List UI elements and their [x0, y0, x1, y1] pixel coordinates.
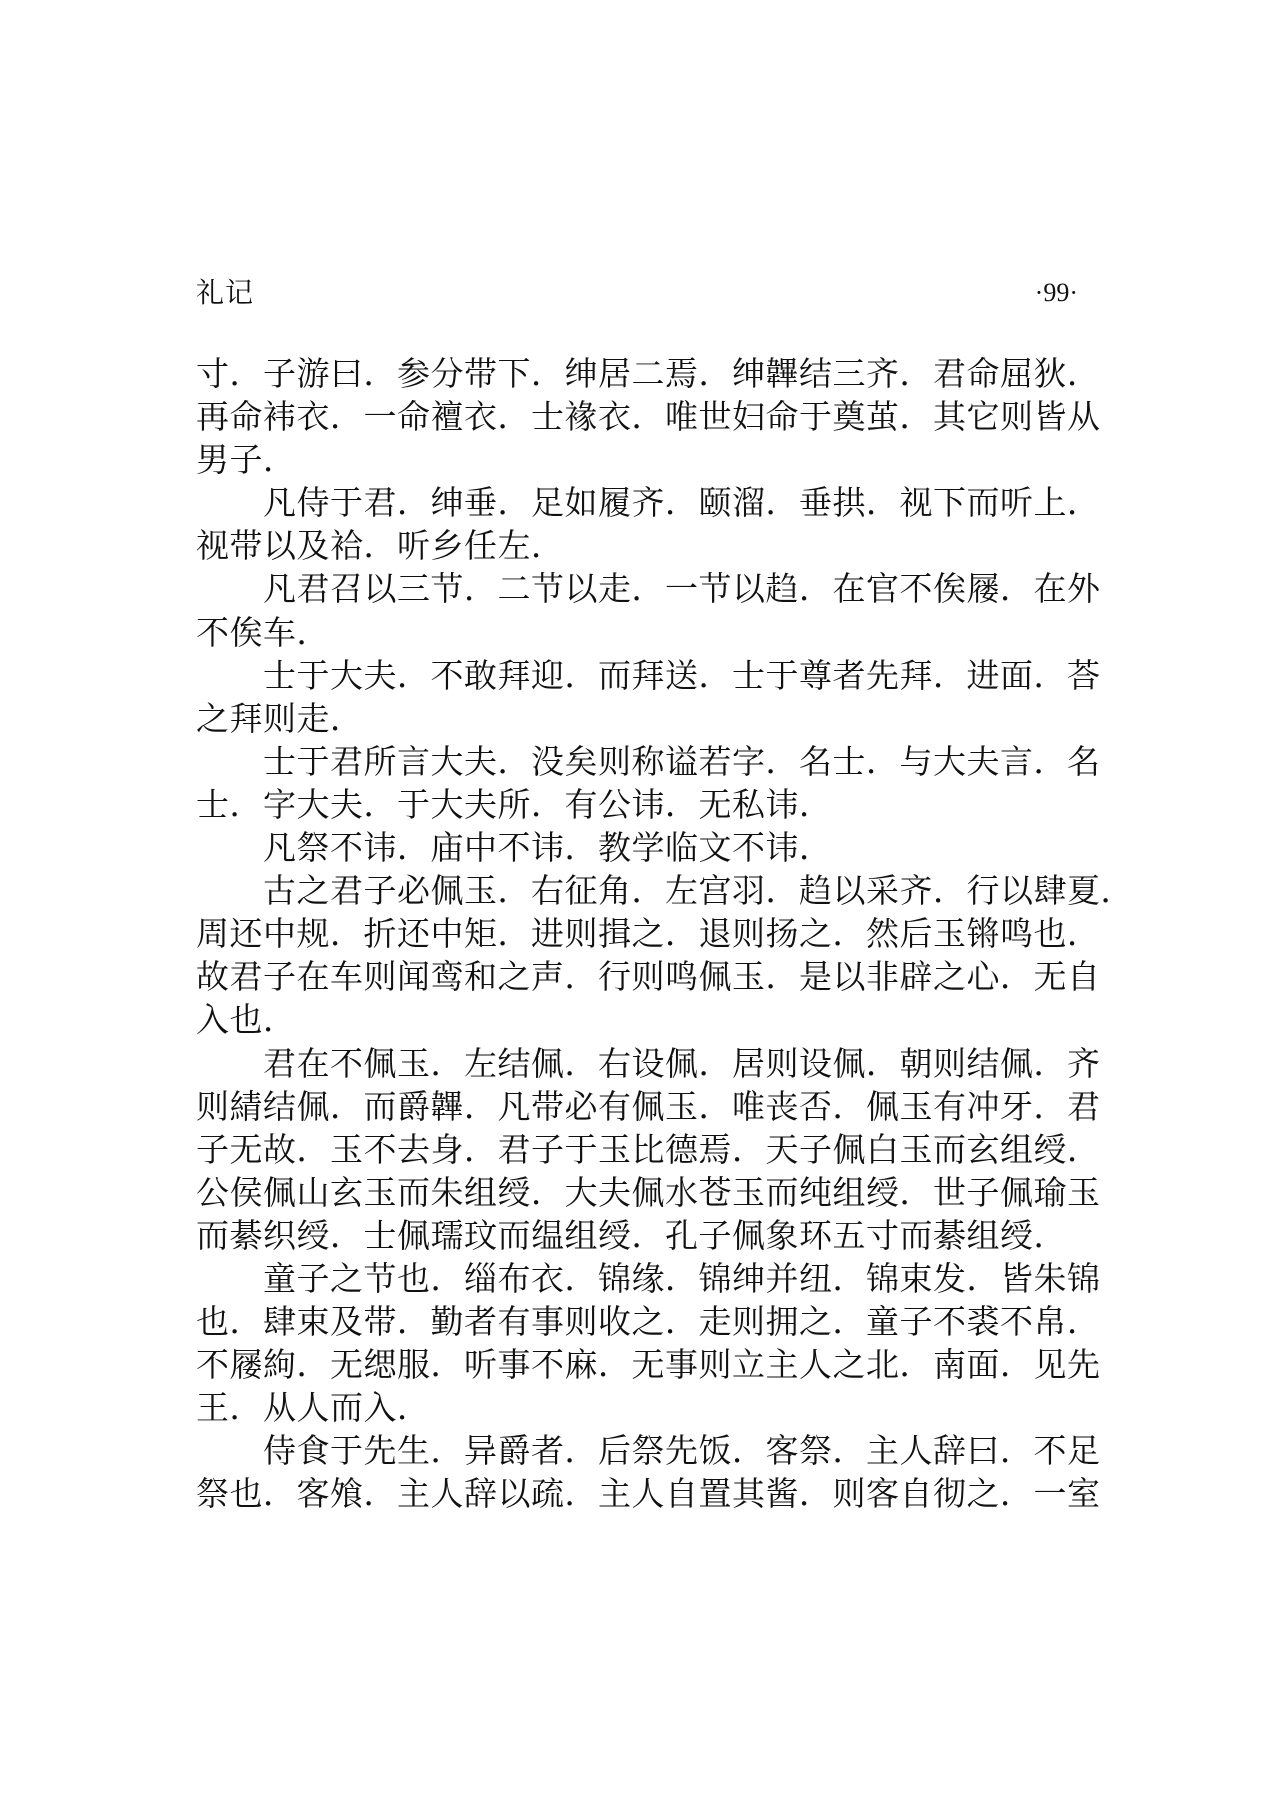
text-line: 之拜则走．: [196, 698, 364, 738]
paragraph: [196, 654, 1101, 740]
text-line: 周还中规．折还中矩．进则揖之．退则扬之．然后玉锵鸣也．: [196, 914, 1101, 954]
text-line: 也．肆束及带．勤者有事则收之．走则拥之．童子不裘不帛．: [196, 1302, 1101, 1342]
text-line: 士于大夫．不敢拜迎．而拜送．士于尊者先拜．进面．荅: [196, 655, 1101, 695]
text-line: 入也．: [196, 1000, 297, 1040]
paragraph: [196, 740, 1101, 826]
text-line: 故君子在车则闻鸾和之声．行则鸣佩玉．是以非辟之心．无自: [196, 957, 1101, 997]
text-line: 凡侍于君．绅垂．足如履齐．颐溜．垂拱．视下而听上．: [196, 483, 1101, 523]
paragraph: [196, 567, 1101, 653]
page-number: ·99·: [1034, 278, 1078, 307]
text-line: 凡君召以三节．二节以走．一节以趋．在官不俟屦．在外: [196, 569, 1101, 609]
text-line: 则綪结佩．而爵韠．凡带必有佩玉．唯丧否．佩玉有冲牙．君: [196, 1086, 1101, 1126]
text-line: 男子．: [196, 440, 297, 480]
text-line: 凡祭不讳．庙中不讳．教学临文不讳．: [196, 828, 833, 868]
book-title: 礼记: [196, 276, 255, 309]
text-line: 士于君所言大夫．没矣则称谥若字．名士．与大夫言．名: [196, 741, 1101, 781]
text-line: 王．从人而入．: [196, 1388, 431, 1428]
text-line: 子无故．玉不去身．君子于玉比德焉．天子佩白玉而玄组绶．: [196, 1129, 1101, 1169]
text-line: 而綦织绶．士佩瓀玟而缊组绶．孔子佩象环五寸而綦组绶．: [196, 1215, 1067, 1255]
text-line: 祭也．客飧．主人辞以疏．主人自置其酱．则客自彻之．一室: [196, 1474, 1101, 1514]
text-line: 古之君子必佩玉．右征角．左宫羽．趋以采齐．行以肆夏．: [196, 871, 1134, 911]
main-text: [196, 352, 1134, 1516]
paragraph: [196, 352, 1101, 481]
text-line: 公侯佩山玄玉而朱组绶．大夫佩水苍玉而纯组绶．世子佩瑜玉: [196, 1172, 1101, 1212]
paragraph: [196, 1257, 1101, 1429]
text-line: 君在不佩玉．左结佩．右设佩．居则设佩．朝则结佩．齐: [196, 1043, 1101, 1083]
text-line: 不屦絇．无缌服．听事不麻．无事则立主人之北．南面．见先: [196, 1345, 1101, 1385]
paragraph: [196, 1042, 1101, 1257]
paragraph: [196, 826, 1096, 869]
text-line: 童子之节也．缁布衣．锦缘．锦绅并纽．锦束发．皆朱锦: [196, 1258, 1101, 1298]
text-line: 再命袆衣．一命襢衣．士褖衣．唯世妇命于奠茧．其它则皆从: [196, 397, 1101, 437]
text-line: 侍食于先生．异爵者．后祭先饭．客祭．主人辞曰．不足: [196, 1431, 1101, 1471]
text-line: 视带以及袷．听乡任左．: [196, 526, 565, 566]
text-line: 不俟车．: [196, 612, 330, 652]
text-line: 士．字大夫．于大夫所．有公讳．无私讳．: [196, 784, 833, 824]
paragraph: [196, 1429, 1101, 1515]
running-header: [196, 272, 1078, 314]
paragraph: [196, 481, 1101, 567]
paragraph: [196, 869, 1134, 1041]
text-line: 寸．子游曰．参分带下．绅居二焉．绅韠结三齐．君命屈狄．: [196, 354, 1101, 393]
